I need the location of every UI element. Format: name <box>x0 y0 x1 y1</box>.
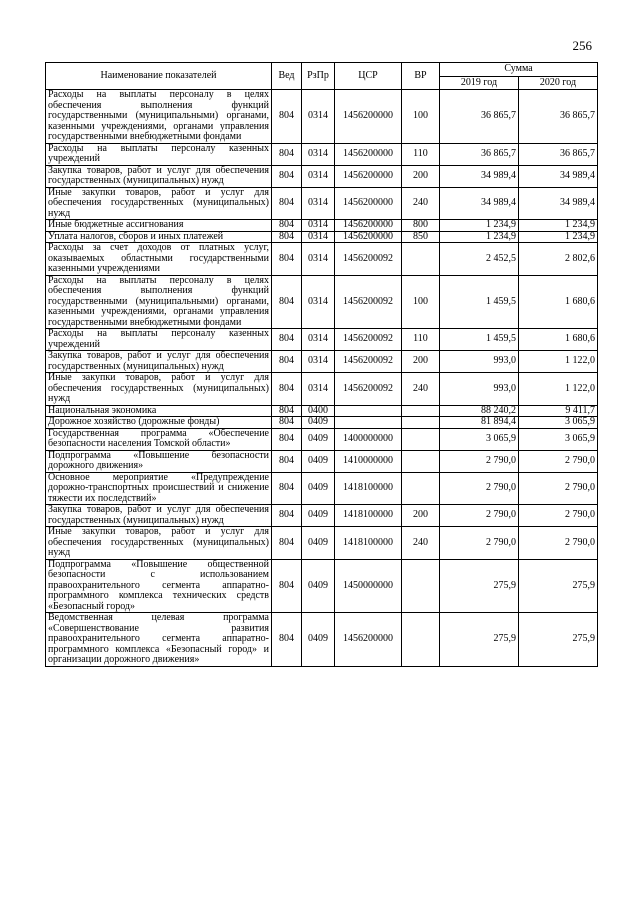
cell-sum-2020: 1 122,0 <box>519 373 598 406</box>
cell-ved: 804 <box>272 329 302 351</box>
cell-name: Закупка товаров, работ и услуг для обеспечения государственных (муниципальных) нужд <box>46 351 272 373</box>
cell-sum-2019: 2 790,0 <box>440 450 519 472</box>
cell-vr: 800 <box>402 220 440 232</box>
cell-csr: 1456200092 <box>335 275 402 329</box>
cell-sum-2020: 1 234,9 <box>519 220 598 232</box>
cell-rzpr: 0314 <box>302 143 335 165</box>
cell-name: Иные бюджетные ассигнования <box>46 220 272 232</box>
cell-rzpr: 0409 <box>302 472 335 505</box>
table-row <box>46 329 598 351</box>
cell-sum-2019: 36 865,7 <box>440 90 519 144</box>
header-year-2020: 2020 год <box>519 76 598 90</box>
cell-csr: 1456200092 <box>335 243 402 276</box>
cell-vr: 200 <box>402 351 440 373</box>
table-row <box>46 613 598 667</box>
table-header <box>46 63 598 90</box>
table-row <box>46 275 598 329</box>
cell-sum-2020: 36 865,7 <box>519 90 598 144</box>
cell-name: Иные закупки товаров, работ и услуг для обеспечения государственных (муниципальных) нужд <box>46 187 272 220</box>
header-year-2019: 2019 год <box>440 76 519 90</box>
cell-vr: 240 <box>402 527 440 560</box>
cell-sum-2020: 9 411,7 <box>519 405 598 417</box>
cell-vr: 100 <box>402 275 440 329</box>
cell-csr: 1456200000 <box>335 90 402 144</box>
cell-csr: 1456200000 <box>335 613 402 667</box>
cell-vr: 110 <box>402 143 440 165</box>
cell-sum-2020: 2 790,0 <box>519 450 598 472</box>
header-vr: ВР <box>402 63 440 90</box>
cell-vr <box>402 428 440 450</box>
cell-sum-2020: 2 790,0 <box>519 527 598 560</box>
cell-sum-2020: 34 989,4 <box>519 187 598 220</box>
cell-rzpr: 0409 <box>302 613 335 667</box>
header-csr: ЦСР <box>335 63 402 90</box>
cell-ved: 804 <box>272 351 302 373</box>
cell-rzpr: 0409 <box>302 505 335 527</box>
cell-sum-2019: 3 065,9 <box>440 428 519 450</box>
table-row <box>46 187 598 220</box>
cell-vr: 850 <box>402 231 440 243</box>
cell-sum-2019: 2 790,0 <box>440 505 519 527</box>
cell-vr <box>402 417 440 429</box>
header-sum: Сумма <box>440 63 598 77</box>
cell-sum-2019: 2 790,0 <box>440 472 519 505</box>
cell-csr: 1418100000 <box>335 527 402 560</box>
cell-sum-2019: 2 790,0 <box>440 527 519 560</box>
cell-csr: 1456200000 <box>335 143 402 165</box>
table-row <box>46 220 598 232</box>
table-row <box>46 373 598 406</box>
cell-ved: 804 <box>272 405 302 417</box>
cell-ved: 804 <box>272 187 302 220</box>
cell-csr: 1456200092 <box>335 373 402 406</box>
cell-ved: 804 <box>272 165 302 187</box>
cell-sum-2019: 1 234,9 <box>440 220 519 232</box>
cell-rzpr: 0314 <box>302 329 335 351</box>
cell-sum-2019: 2 452,5 <box>440 243 519 276</box>
table-row <box>46 527 598 560</box>
cell-sum-2019: 275,9 <box>440 559 519 613</box>
cell-sum-2020: 275,9 <box>519 559 598 613</box>
cell-name: Подпрограмма «Повышение общественной безопасности с использованием правоохранительного сегмента аппаратно-программного комплекса технических средств «Безопасный город» <box>46 559 272 613</box>
cell-vr: 110 <box>402 329 440 351</box>
cell-vr: 200 <box>402 165 440 187</box>
cell-rzpr: 0409 <box>302 428 335 450</box>
table-row <box>46 243 598 276</box>
table-row <box>46 90 598 144</box>
cell-rzpr: 0314 <box>302 373 335 406</box>
cell-name: Уплата налогов, сборов и иных платежей <box>46 231 272 243</box>
table-body <box>46 90 598 667</box>
table-row <box>46 143 598 165</box>
cell-rzpr: 0314 <box>302 165 335 187</box>
cell-rzpr: 0314 <box>302 90 335 144</box>
cell-rzpr: 0409 <box>302 559 335 613</box>
cell-sum-2019: 34 989,4 <box>440 165 519 187</box>
cell-rzpr: 0314 <box>302 243 335 276</box>
cell-sum-2020: 275,9 <box>519 613 598 667</box>
cell-ved: 804 <box>272 417 302 429</box>
header-ved: Вед <box>272 63 302 90</box>
cell-name: Закупка товаров, работ и услуг для обеспечения государственных (муниципальных) нужд <box>46 165 272 187</box>
cell-sum-2020: 1 234,9 <box>519 231 598 243</box>
cell-rzpr: 0409 <box>302 527 335 560</box>
cell-ved: 804 <box>272 428 302 450</box>
cell-sum-2019: 1 459,5 <box>440 275 519 329</box>
header-rzpr: РзПр <box>302 63 335 90</box>
cell-csr: 1456200000 <box>335 187 402 220</box>
cell-name: Закупка товаров, работ и услуг для обеспечения государственных (муниципальных) нужд <box>46 505 272 527</box>
cell-name: Иные закупки товаров, работ и услуг для обеспечения государственных (муниципальных) нужд <box>46 527 272 560</box>
cell-vr: 240 <box>402 187 440 220</box>
table-row <box>46 231 598 243</box>
cell-csr <box>335 417 402 429</box>
table-row <box>46 417 598 429</box>
cell-sum-2019: 993,0 <box>440 373 519 406</box>
cell-sum-2019: 275,9 <box>440 613 519 667</box>
cell-name: Национальная экономика <box>46 405 272 417</box>
cell-sum-2020: 36 865,7 <box>519 143 598 165</box>
cell-vr <box>402 559 440 613</box>
cell-vr <box>402 450 440 472</box>
cell-sum-2020: 3 065,9 <box>519 428 598 450</box>
cell-ved: 804 <box>272 90 302 144</box>
cell-name: Дорожное хозяйство (дорожные фонды) <box>46 417 272 429</box>
cell-csr: 1456200000 <box>335 220 402 232</box>
cell-sum-2019: 36 865,7 <box>440 143 519 165</box>
table-row <box>46 505 598 527</box>
cell-csr: 1400000000 <box>335 428 402 450</box>
table-row <box>46 351 598 373</box>
cell-name: Государственная программа «Обеспечение безопасности населения Томской области» <box>46 428 272 450</box>
cell-rzpr: 0314 <box>302 275 335 329</box>
cell-vr <box>402 405 440 417</box>
cell-sum-2020: 3 065,9 <box>519 417 598 429</box>
cell-sum-2019: 88 240,2 <box>440 405 519 417</box>
cell-ved: 804 <box>272 505 302 527</box>
cell-vr <box>402 472 440 505</box>
cell-name: Ведомственная целевая программа «Совершенствование развития правоохранительного сегмента аппаратно-программного комплекса «Безопасный город» и организации дорожного движения» <box>46 613 272 667</box>
cell-sum-2020: 2 790,0 <box>519 505 598 527</box>
cell-rzpr: 0409 <box>302 450 335 472</box>
budget-table <box>45 62 598 667</box>
cell-sum-2020: 34 989,4 <box>519 165 598 187</box>
cell-rzpr: 0314 <box>302 220 335 232</box>
cell-csr: 1418100000 <box>335 505 402 527</box>
header-name: Наименование показателей <box>46 63 272 90</box>
cell-rzpr: 0409 <box>302 417 335 429</box>
cell-name: Расходы за счет доходов от платных услуг, оказываемых областными государственными казенными учреждениями <box>46 243 272 276</box>
cell-csr: 1456200092 <box>335 351 402 373</box>
cell-sum-2020: 2 802,6 <box>519 243 598 276</box>
cell-ved: 804 <box>272 559 302 613</box>
cell-vr <box>402 613 440 667</box>
cell-csr: 1456200092 <box>335 329 402 351</box>
cell-name: Расходы на выплаты персоналу в целях обеспечения выполнения функций государственными (муниципальными) органами, казенными учреждениями, органами управления государственными внебюджетными фондами <box>46 90 272 144</box>
cell-csr: 1456200000 <box>335 165 402 187</box>
table-row <box>46 559 598 613</box>
cell-ved: 804 <box>272 613 302 667</box>
cell-name: Расходы на выплаты персоналу в целях обеспечения выполнения функций государственными (муниципальными) органами, казенными учреждениями, органами управления государственными внебюджетными фондами <box>46 275 272 329</box>
table-row <box>46 450 598 472</box>
cell-name: Расходы на выплаты персоналу казенных учреждений <box>46 329 272 351</box>
cell-ved: 804 <box>272 472 302 505</box>
cell-csr: 1456200000 <box>335 231 402 243</box>
cell-sum-2020: 1 680,6 <box>519 329 598 351</box>
cell-sum-2019: 993,0 <box>440 351 519 373</box>
table-row <box>46 428 598 450</box>
cell-vr: 240 <box>402 373 440 406</box>
cell-vr: 200 <box>402 505 440 527</box>
table-row <box>46 165 598 187</box>
cell-ved: 804 <box>272 220 302 232</box>
cell-ved: 804 <box>272 243 302 276</box>
cell-ved: 804 <box>272 231 302 243</box>
cell-sum-2020: 1 680,6 <box>519 275 598 329</box>
cell-ved: 804 <box>272 275 302 329</box>
page-number: 256 <box>572 38 592 53</box>
cell-name: Иные закупки товаров, работ и услуг для обеспечения государственных (муниципальных) нужд <box>46 373 272 406</box>
cell-name: Основное мероприятие «Предупреждение дорожно-транспортных происшествий и снижение тяжести их последствий» <box>46 472 272 505</box>
table-row <box>46 472 598 505</box>
cell-ved: 804 <box>272 143 302 165</box>
cell-csr: 1418100000 <box>335 472 402 505</box>
cell-rzpr: 0314 <box>302 231 335 243</box>
cell-sum-2019: 34 989,4 <box>440 187 519 220</box>
cell-ved: 804 <box>272 373 302 406</box>
cell-sum-2020: 1 122,0 <box>519 351 598 373</box>
cell-ved: 804 <box>272 527 302 560</box>
cell-vr <box>402 243 440 276</box>
cell-sum-2019: 81 894,4 <box>440 417 519 429</box>
cell-sum-2020: 2 790,0 <box>519 472 598 505</box>
cell-csr: 1410000000 <box>335 450 402 472</box>
cell-name: Подпрограмма «Повышение безопасности дорожного движения» <box>46 450 272 472</box>
cell-sum-2019: 1 234,9 <box>440 231 519 243</box>
cell-rzpr: 0314 <box>302 351 335 373</box>
cell-sum-2019: 1 459,5 <box>440 329 519 351</box>
cell-csr <box>335 405 402 417</box>
table-row <box>46 405 598 417</box>
cell-rzpr: 0314 <box>302 187 335 220</box>
cell-vr: 100 <box>402 90 440 144</box>
cell-name: Расходы на выплаты персоналу казенных учреждений <box>46 143 272 165</box>
cell-csr: 1450000000 <box>335 559 402 613</box>
cell-rzpr: 0400 <box>302 405 335 417</box>
cell-ved: 804 <box>272 450 302 472</box>
